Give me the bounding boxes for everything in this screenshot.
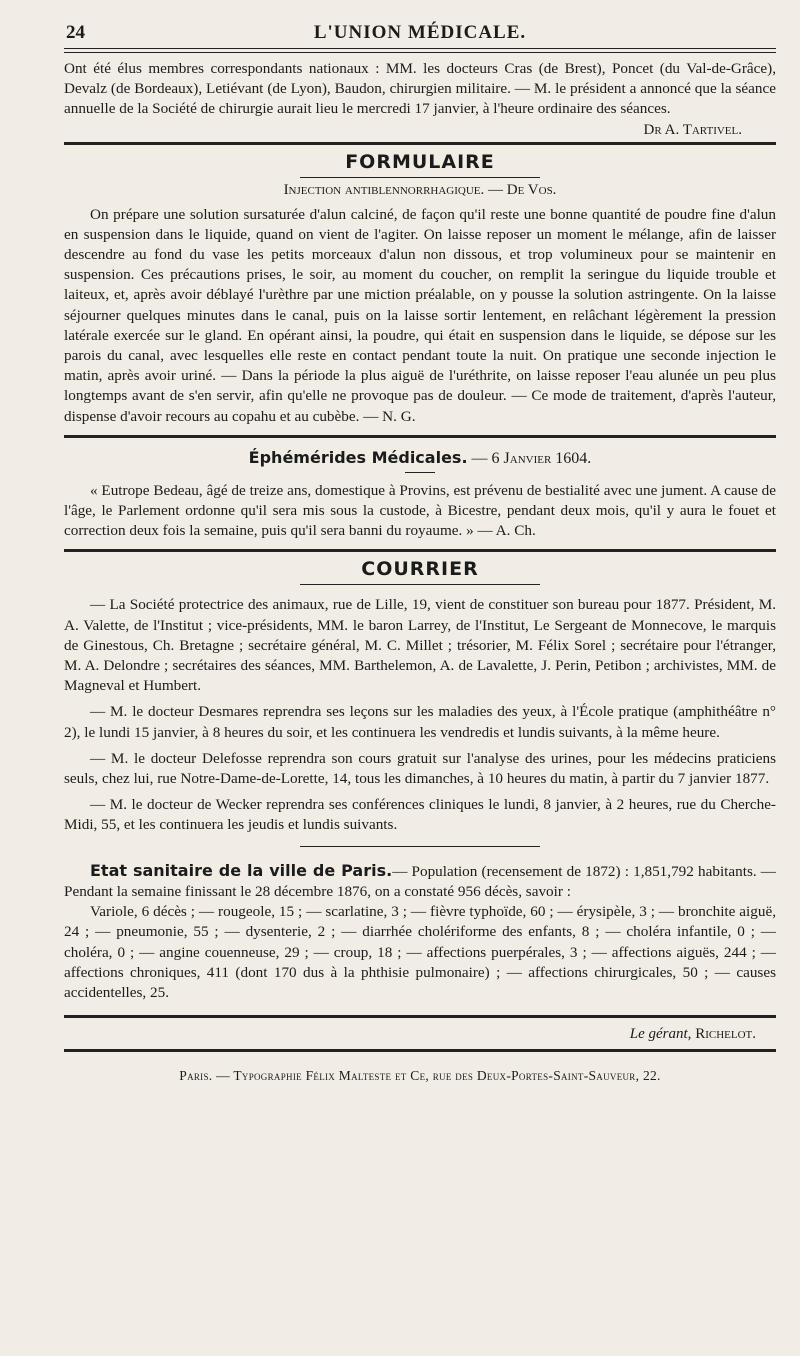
courrier-heading: COURRIER	[361, 558, 479, 581]
divider	[300, 177, 540, 178]
section-rule	[64, 549, 776, 552]
courrier-item: — M. le docteur Delefosse reprendra son cours gratuit sur l'analyse des urines, pour les médecins praticiens seuls, chez lui, rue Notre-Dame-de-Lorette, 14, tous les dimanches, à 10 heures du matin, à partir du 7 janvier 1877.	[64, 749, 776, 788]
divider	[405, 472, 435, 473]
etat-sanitaire: Etat sanitaire de la ville de Paris.— Population (recensement de 1872) : 1,851,792 habitants. — Pendant la semaine finissant le 28 décembre 1876, on a constaté 956 décès, savoir :	[64, 860, 776, 900]
gerant-line: Le gérant, Richelot.	[629, 1026, 756, 1043]
journal-title: L'UNION MÉDICALE.	[313, 22, 527, 43]
journal-page	[64, 14, 776, 1084]
section-rule	[64, 1015, 776, 1018]
section-rule	[64, 1049, 776, 1052]
formulaire-heading: FORMULAIRE	[345, 150, 495, 173]
formulaire-subtitle: Injection antiblennorrhagique. — De Vos.	[283, 181, 557, 198]
running-header	[64, 14, 776, 48]
courrier-item: — La Société protectrice des animaux, rue de Lille, 19, vient de constituer son bureau pour 1877. Président, M. A. Valette, de l'Institut ; vice-présidents, MM. le baron Larrey, de l'Institut, Le Sergeant de Monnecove, le marquis de Ginestous, Ch. Bretagne ; secrétaire général, M. C. Millet ; trésorier, M. Félix Sorel ; secrétaire pour l'étranger, M. A. Delondre ; secrétaires des séances, MM. Barthelemon, A. de Lavalette, J. Perin, Petibon ; archivistes, MM. de Magneval et Humbert.	[64, 596, 776, 695]
printer-imprint: Paris. — Typographie Félix Malteste et Ce, rue des Deux-Portes-Saint-Sauveur, 22.	[179, 1068, 661, 1084]
divider	[300, 846, 540, 847]
intro-paragraph: Ont été élus membres correspondants nationaux : MM. les docteurs Cras (de Brest), Poncet (du Val-de-Grâce), Devalz (de Bordeaux), Letiévant (de Lyon), Baudon, chirurgien militaire. — M. le président a annoncé que la séance annuelle de la Société de chirurgie aurait lieu le mercredi 17 janvier, à l'heure ordinaire des séances.	[64, 60, 776, 118]
etat-sanitaire-details: Variole, 6 décès ; — rougeole, 15 ; — scarlatine, 3 ; — fièvre typhoïde, 60 ; — érysipèle, 3 ; — bronchite aiguë, 24 ; — pneumonie, 55 ; — dysenterie, 2 ; — diarrhée cholériforme des enfants, 8 ; — choléra infantile, 0 ; — choléra, 0 ; — angine couenneuse, 29 ; — croup, 18 ; — affections puerpérales, 3 ; — affections aiguës, 244 ; — affections chroniques, 411 (dont 170 dus à la phthisie pulmonaire) ; — affections chirurgicales, 50 ; — causes accidentelles, 25.	[64, 903, 776, 1001]
divider	[300, 584, 540, 585]
section-rule	[64, 435, 776, 438]
ephemerides-heading: Éphémérides Médicales. — 6 Janvier 1604.	[248, 447, 592, 467]
page-number: 24	[66, 22, 85, 43]
formulaire-text: On prépare une solution sursaturée d'alun calciné, de façon qu'il reste une bonne quantité de poudre fine d'alun en suspension dans le liquide, quand on vient de l'agiter. On laisse reposer un moment le mélange, afin de laisser descendre au fond du vase les petits morceaux d'alun non dissous, et trop volumineux pour se maintenir en suspension. Ces précautions prises, le soir, au moment du coucher, on remplit la seringue du liquide trouble et laiteux, et, après avoir déblayé l'urèthre par une miction préalable, on y pousse la solution astringente. On la laisse séjourner quelques minutes dans le canal, puis on la laisse sortir lentement, en relâchant légèrement la pression latérale exercée sur le gland. En opérant ainsi, la poudre, qui était en suspension dans le liquide, se dépose sur les parois du canal, avec lesquelles elle reste en contact pendant toute la nuit. On pratique une seconde injection le matin, après avoir uriné. — Dans la période la plus aiguë de l'uréthrite, on laisse reposer l'eau alunée un peu plus longtemps avant de s'en servir, afin qu'elle ne provoque pas de douleur. — Ce mode de traitement, d'après l'auteur, dispense d'avoir recours au copahu et au cubèbe. — N. G.	[64, 205, 776, 425]
courrier-item: — M. le docteur de Wecker reprendra ses conférences cliniques le lundi, 8 janvier, à 2 heures, rue du Cherche-Midi, 55, et les continuera les jeudis et lundis suivants.	[64, 796, 776, 834]
intro-signature: Dr A. Tartivel.	[643, 121, 742, 138]
courrier-item: — M. le docteur Desmares reprendra ses leçons sur les maladies des yeux, à l'École pratique (amphithéâtre n° 2), le lundi 15 janvier, à 8 heures du soir, et les continuera les vendredis et lundis suivants, à la même heure.	[64, 703, 776, 741]
section-rule	[64, 142, 776, 145]
ephemerides-text: « Eutrope Bedeau, âgé de treize ans, domestique à Provins, est prévenu de bestialité avec une jument. A cause de l'âge, le Parlement ordonne qu'il sera mis sous la custode, à Bicestre, pendant deux mois, qu'il y aura le fouet et correction deux fois la semaine, puis qu'il sera banni du royaume. » — A. Ch.	[64, 481, 776, 540]
